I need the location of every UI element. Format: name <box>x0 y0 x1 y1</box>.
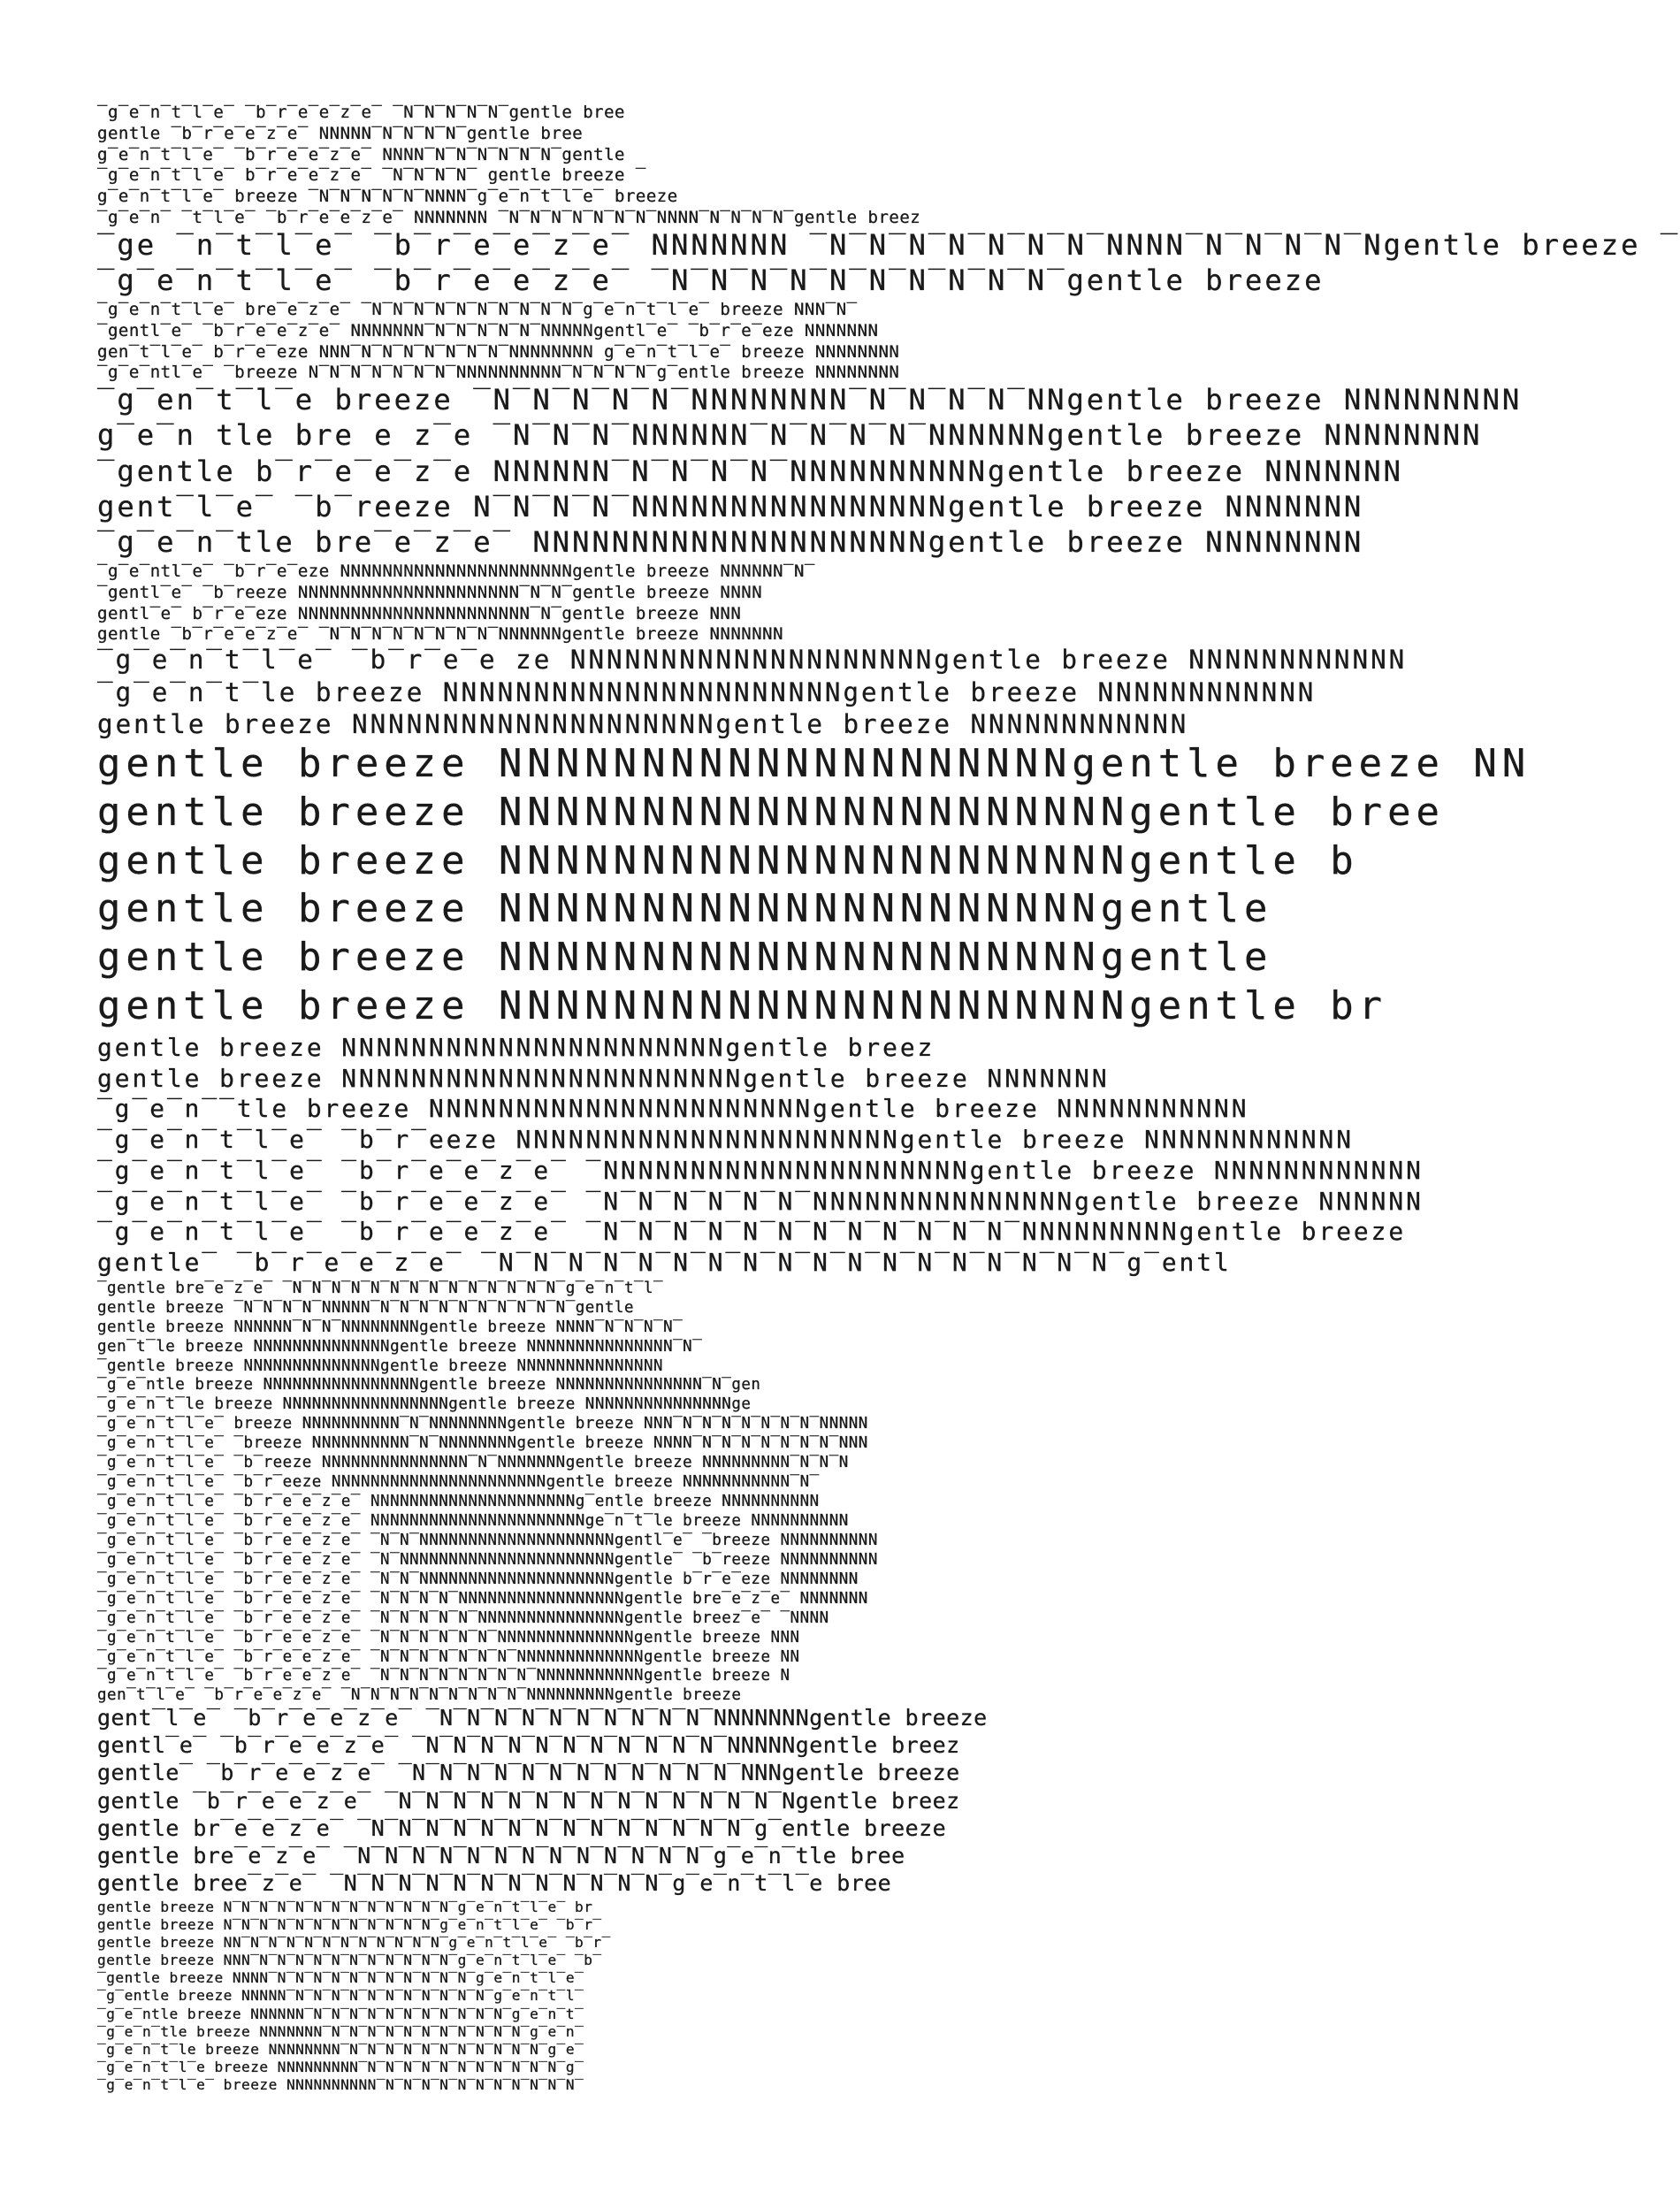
text-row: ‾g‾e‾n‾t‾l‾e‾ ‾b‾r‾e‾e‾z‾e‾ ‾N‾N‾NNNNNNNNNNNNNNNNNNNNgentl‾e‾ ‾breeze NNNNNNNNNN <box>97 1531 878 1549</box>
text-row: gentle breeze NNNNNN‾N‾N‾NNNNNNNNgentle breeze NNNN‾N‾N‾N‾N‾ <box>97 1318 683 1336</box>
text-row: ‾g‾e‾ntle breeze NNNNNN‾N‾N‾N‾N‾N‾N‾N‾N‾N‾N‾N‾g‾e‾n‾t‾ <box>97 2005 584 2022</box>
text-row: gent‾l‾e‾ ‾b‾r‾e‾e‾z‾e‾ ‾N‾N‾N‾N‾N‾N‾N‾N‾N‾N‾NNNNNNNgentle breeze <box>97 1705 988 1731</box>
text-row: ‾g‾e‾n‾tle bre‾e‾z‾e‾ NNNNNNNNNNNNNNNNNNNNgentle breeze NNNNNNNN <box>97 524 1364 559</box>
text-row: gentle breeze NNNNNNNNNNNNNNNNNNNNNNgentle br <box>97 983 1388 1028</box>
text-row: ‾g‾en‾t‾l‾e breeze ‾N‾N‾N‾N‾N‾NNNNNNNN‾N‾N‾N‾N‾NNgentle breeze NNNNNNNNN <box>97 383 1523 417</box>
text-row: ‾g‾entle breeze NNNNN‾N‾N‾N‾N‾N‾N‾N‾N‾N‾N‾N‾g‾e‾n‾t‾l‾ <box>97 1987 584 2005</box>
text-row: gentle br‾e‾e‾z‾e‾ ‾N‾N‾N‾N‾N‾N‾N‾N‾N‾N‾N‾N‾N‾N‾g‾entle breeze <box>97 1815 947 1841</box>
text-row: gentle breeze ‾N‾N‾N‾N‾NNNNN‾N‾N‾N‾N‾N‾N‾N‾N‾N‾N‾gentle <box>97 1298 634 1317</box>
text-row: gentle breeze NNN‾N‾N‾N‾N‾N‾N‾N‾N‾N‾N‾N‾g‾e‾n‾t‾l‾e‾ ‾b‾ <box>97 1952 602 1969</box>
text-row: gentle breeze N‾N‾N‾N‾N‾N‾N‾N‾N‾N‾N‾N‾N‾g‾e‾n‾t‾l‾e‾ br <box>97 1898 593 1915</box>
text-row: ‾g‾e‾n‾t‾l‾e breeze NNNNNNNNN‾N‾N‾N‾N‾N‾N‾N‾N‾N‾N‾N‾g‾ <box>97 2058 584 2075</box>
text-row: ‾g‾e‾ntl‾e‾ ‾b‾r‾e‾eze NNNNNNNNNNNNNNNNNNNNNNgentle breeze NNNNNN‾N‾ <box>97 562 815 582</box>
text-row: ‾g‾e‾n‾t‾l‾e‾ breeze NNNNNNNNNN‾N‾N‾N‾N‾N‾N‾N‾N‾N‾N‾N‾ <box>97 2075 584 2093</box>
text-row: ‾g‾e‾n‾t‾l‾e‾ ‾b‾reeze NNNNNNNNNNNNNNN‾N‾NNNNNNNgentle breeze NNNNNNNNN‾N‾N‾N <box>97 1454 849 1472</box>
text-row: ‾g‾e‾n‾t‾l‾e‾ ‾b‾r‾e‾e‾z‾e‾ ‾N‾NNNNNNNNNNNNNNNNNNNNNNgentle‾ ‾b‾reeze NNNNNNNNNN <box>97 1550 878 1569</box>
text-row: gentle ‾b‾r‾e‾e‾z‾e‾ ‾N‾N‾N‾N‾N‾N‾N‾N‾N‾N‾N‾N‾N‾N‾Ngentle breez <box>97 1787 960 1814</box>
text-row: ‾g‾e‾n‾t‾le breeze NNNNNNNN‾N‾N‾N‾N‾N‾N‾N‾N‾N‾N‾N‾g‾e‾ <box>97 2040 584 2058</box>
text-row: gentle ‾b‾r‾e‾e‾z‾e‾ NNNNN‾N‾N‾N‾N‾gentle bree <box>97 123 584 143</box>
text-row: ‾g‾e‾n‾t‾l‾e‾ ‾b‾r‾eeze NNNNNNNNNNNNNNNNNNNNNNgentle breeze NNNNNNNNNNN‾N‾ <box>97 1473 820 1492</box>
text-row: gentle breeze NNNNNNNNNNNNNNNNNNNNNNgentle b <box>97 837 1359 883</box>
text-row: ‾g‾e‾n‾ ‾t‾l‾e‾ ‾b‾r‾e‾e‾z‾e‾ NNNNNNN ‾N‾N‾N‾N‾N‾N‾N‾NNNN‾N‾N‾N‾N‾gentle breez <box>97 207 921 227</box>
text-row: ‾g‾e‾n‾tle breeze NNNNNNN‾N‾N‾N‾N‾N‾N‾N‾N‾N‾N‾N‾g‾e‾n‾ <box>97 2022 584 2040</box>
text-row: ‾g‾e‾n‾t‾l‾e‾ ‾b‾r‾e‾e‾z‾e‾ NNNNNNNNNNNNNNNNNNNNNg‾entle breeze NNNNNNNNNN <box>97 1493 820 1510</box>
text-row: ‾g‾e‾n‾t‾l‾e‾ ‾breeze NNNNNNNNNN‾N‾NNNNNNNNgentle breeze NNNN‾N‾N‾N‾N‾N‾N‾N‾NNN <box>97 1434 868 1453</box>
text-row: gentle‾ ‾b‾r‾e‾e‾z‾e‾ ‾N‾N‾N‾N‾N‾N‾N‾N‾N‾N‾N‾N‾N‾N‾N‾N‾N‾N‾g‾entl <box>97 1248 1232 1277</box>
text-row: ‾g‾e‾n‾t‾l‾e‾ ‾b‾r‾e‾e‾z‾e‾ ‾N‾N‾NNNNNNNNNNNNNNNNNNNNgentle b‾r‾e‾eze NNNNNNNN <box>97 1570 859 1588</box>
text-row: ‾g‾e‾n‾t‾l‾e‾ ‾b‾r‾e‾e‾z‾e‾ NNNNNNNNNNNNNNNNNNNNNNge‾n‾t‾le breeze NNNNNNNNNN <box>97 1511 849 1530</box>
text-row: gentle bre‾e‾z‾e‾ ‾N‾N‾N‾N‾N‾N‾N‾N‾N‾N‾N‾N‾N‾g‾e‾n‾tle bree <box>97 1842 905 1868</box>
text-row: gentle breeze NNNNNNNNNNNNNNNNNNNNNNgentle breez <box>97 1032 935 1062</box>
text-row: ‾g‾e‾n‾t‾l‾e‾ ‾b‾r‾e‾e‾z‾e‾ ‾N‾N‾N‾N‾N‾gentle bree <box>97 103 625 122</box>
text-row: ‾g‾e‾n‾t‾l‾e‾ bre‾e‾z‾e‾ ‾N‾N‾N‾N‾N‾N‾N‾N‾N‾N‾g‾e‾n‾t‾l‾e‾ breeze NNN‾N‾ <box>97 300 858 319</box>
text-row: gentle breeze NNNNNNNNNNNNNNNNNNNNNNNgentle breeze NNNNNNN <box>97 1063 1110 1093</box>
text-row: g‾e‾n‾t‾l‾e‾ breeze ‾N‾N‾N‾N‾N‾NNNN‾g‾e‾n‾t‾l‾e‾ breeze <box>97 187 678 207</box>
text-row: gentle breeze N‾N‾N‾N‾N‾N‾N‾N‾N‾N‾N‾N‾g‾e‾n‾t‾l‾e‾ ‾b‾r‾ <box>97 1915 602 1933</box>
text-row: ‾g‾e‾n‾t‾l‾e‾ ‾b‾r‾e‾e‾z‾e‾ ‾N‾N‾N‾N‾N‾NNNNNNNNNNNNNNNgentle breez‾e‾ ‾NNNN <box>97 1608 829 1627</box>
text-row: ‾ge ‾n‾t‾l‾e‾ ‾b‾r‾e‾e‾z‾e‾ NNNNNNN ‾N‾N‾N‾N‾N‾N‾N‾NNNN‾N‾N‾N‾N‾Ngentle breeze ‾ <box>97 227 1680 262</box>
text-row: ‾g‾e‾n‾t‾l‾e‾ ‾b‾r‾e‾e ze NNNNNNNNNNNNNNNNNNNNgentle breeze NNNNNNNNNNNN <box>97 645 1408 676</box>
text-row: gentle‾ ‾b‾r‾e‾e‾z‾e‾ ‾N‾N‾N‾N‾N‾N‾N‾N‾N‾N‾N‾N‾NNNgentle breeze <box>97 1760 960 1786</box>
text-row: ‾g‾e‾n‾t‾l‾e‾ breeze NNNNNNNNNN‾N‾NNNNNNNNgentle breeze NNN‾N‾N‾N‾N‾N‾N‾N‾NNNNN <box>97 1415 868 1433</box>
text-row: gentle breeze NNNNNNNNNNNNNNNNNNNNNgentle <box>97 886 1273 932</box>
text-row: ‾g‾e‾n‾t‾l‾e‾ ‾b‾r‾e‾e‾z‾e‾ ‾N‾N‾N‾N‾N‾N‾NNNNNNNNNNNNNNNgentle breeze NNNNNN <box>97 1186 1424 1216</box>
text-row: ‾g‾e‾n‾t‾l‾e‾ b‾r‾e‾e‾z‾e‾ ‾N‾N‾N‾N‾ gentle breeze ‾ <box>97 165 646 186</box>
text-row: ‾gentl‾e‾ ‾b‾reeze NNNNNNNNNNNNNNNNNNNNN‾N‾N‾gentle breeze NNNN <box>97 582 763 602</box>
text-row: ‾g‾e‾n‾t‾l‾e‾ ‾b‾r‾e‾e‾z‾e‾ ‾NNNNNNNNNNNNNNNNNNNNNgentle breeze NNNNNNNNNNNN <box>97 1155 1424 1185</box>
text-row: ‾gentle bre‾e‾z‾e‾ ‾N‾N‾N‾N‾N‾N‾N‾N‾N‾N‾N‾N‾N‾N‾g‾e‾n‾t‾l‾ <box>97 1279 664 1297</box>
text-row: ‾g‾e‾ntl‾e‾ ‾breeze N‾N‾N‾N‾N‾N‾N‾NNNNNNNNNN‾N‾N‾N‾N‾g‾entle breeze NNNNNNNN <box>97 363 900 383</box>
text-row: gentle breeze NNNNNNNNNNNNNNNNNNNNNNgentle bree <box>97 789 1445 835</box>
text-row: ‾g‾e‾n‾t‾le breeze NNNNNNNNNNNNNNNNNNNNNNgentle breeze NNNNNNNNNNNN <box>97 676 1317 707</box>
text-row: ‾gentle breeze NNNN‾N‾N‾N‾N‾N‾N‾N‾N‾N‾N‾N‾g‾e‾n‾t‾l‾e‾ <box>97 1969 584 1987</box>
text-row: ‾g‾e‾n‾t‾l‾e‾ ‾b‾r‾e‾e‾z‾e‾ ‾N‾N‾N‾N‾NNNNNNNNNNNNNNNNNgentle bre‾e‾z‾e‾ NNNNNNN <box>97 1589 868 1608</box>
text-row: ‾gentle breeze NNNNNNNNNNNNNNgentle breeze NNNNNNNNNNNNNNN <box>97 1356 664 1375</box>
text-row: g‾e‾n tle bre e z‾e ‾N‾N‾N‾NNNNNN‾N‾N‾N‾N‾NNNNNNgentle breeze NNNNNNNN <box>97 418 1483 453</box>
text-row: gentl‾e‾ b‾r‾e‾eze NNNNNNNNNNNNNNNNNNNNNN‾N‾gentle breeze NNN <box>97 603 742 623</box>
text-row: gen‾t‾le breeze NNNNNNNNNNNNNNgentle breeze NNNNNNNNNNNNNNN‾N‾ <box>97 1337 703 1356</box>
text-row: g‾e‾n‾t‾l‾e‾ ‾b‾r‾e‾e‾z‾e‾ NNNN‾N‾N‾N‾N‾N‾N‾gentle <box>97 144 625 164</box>
text-row: gentle breeze NN‾N‾N‾N‾N‾N‾N‾N‾N‾N‾N‾N‾g‾e‾n‾t‾l‾e‾ ‾b‾r‾ <box>97 1934 611 1951</box>
text-row: gentle ‾b‾r‾e‾e‾z‾e‾ ‾N‾N‾N‾N‾N‾N‾N‾N‾NNNNNNgentle breeze NNNNNNN <box>97 624 784 645</box>
text-row: gentle breeze NNNNNNNNNNNNNNNNNNNNgentle breeze NN <box>97 740 1531 786</box>
text-row: ‾g‾e‾n‾t‾l‾e‾ ‾b‾r‾e‾e‾z‾e‾ ‾N‾N‾N‾N‾N‾N‾N‾NNNNNNNNNNNNNgentle breeze NN <box>97 1647 800 1666</box>
text-row: ‾g‾e‾n‾t‾le breeze NNNNNNNNNNNNNNNNNgentle breeze NNNNNNNNNNNNNNNge <box>97 1395 752 1414</box>
text-row: ‾g‾e‾n‾‾tle breeze NNNNNNNNNNNNNNNNNNNNNNgentle breeze NNNNNNNNNNN <box>97 1094 1249 1124</box>
text-row: gent‾l‾e‾ ‾b‾reeze N‾N‾N‾N‾NNNNNNNNNNNNNNNNgentle breeze NNNNNNN <box>97 489 1364 523</box>
text-row: ‾g‾e‾ntle breeze NNNNNNNNNNNNNNNNgentle breeze NNNNNNNNNNNNNNN‾N‾gen <box>97 1376 761 1395</box>
text-row: gen‾t‾l‾e‾ b‾r‾e‾eze NNN‾N‾N‾N‾N‾N‾N‾N‾NNNNNNNN g‾e‾n‾t‾l‾e‾ breeze NNNNNNNN <box>97 341 900 362</box>
text-row: ‾g‾e‾n‾t‾l‾e‾ ‾b‾r‾e‾e‾z‾e‾ ‾N‾N‾N‾N‾N‾N‾NNNNNNNNNNNNNNgentle breeze NNN <box>97 1628 800 1647</box>
text-row: ‾g‾e‾n‾t‾l‾e‾ ‾b‾r‾e‾e‾z‾e‾ ‾N‾N‾N‾N‾N‾N‾N‾N‾N‾N‾gentle breeze <box>97 263 1325 297</box>
text-row: gentle breeze NNNNNNNNNNNNNNNNNNNNgentle breeze NNNNNNNNNNNN <box>97 709 1189 740</box>
text-row: ‾gentl‾e‾ ‾b‾r‾e‾e‾z‾e‾ NNNNNNN‾N‾N‾N‾N‾N‾NNNNNgentl‾e‾ ‾b‾r‾e‾eze NNNNNNN <box>97 320 879 340</box>
text-row: gentle breeze NNNNNNNNNNNNNNNNNNNNNgentle <box>97 935 1273 981</box>
text-row: ‾g‾e‾n‾t‾l‾e‾ ‾b‾r‾e‾e‾z‾e‾ ‾N‾N‾N‾N‾N‾N‾N‾N‾N‾N‾N‾N‾NNNNNNNNNgentle breeze <box>97 1217 1407 1247</box>
text-row: ‾g‾e‾n‾t‾l‾e‾ ‾b‾r‾e‾e‾z‾e‾ ‾N‾N‾N‾N‾N‾N‾N‾N‾NNNNNNNNNNNgentle breeze N <box>97 1667 790 1685</box>
text-row: gentl‾e‾ ‾b‾r‾e‾e‾z‾e‾ ‾N‾N‾N‾N‾N‾N‾N‾N‾N‾N‾N‾NNNNNgentle breez <box>97 1732 960 1759</box>
text-row: ‾gentle b‾r‾e‾e‾z‾e NNNNNN‾N‾N‾N‾N‾NNNNNNNNNNgentle breeze NNNNNNN <box>97 454 1403 488</box>
text-row: ‾g‾e‾n‾t‾l‾e‾ ‾b‾r‾eeze NNNNNNNNNNNNNNNNNNNNNNgentle breeze NNNNNNNNNNNN <box>97 1125 1354 1155</box>
text-row: gentle bree‾z‾e‾ ‾N‾N‾N‾N‾N‾N‾N‾N‾N‾N‾N‾N‾g‾e‾n‾t‾l‾e bree <box>97 1869 892 1896</box>
text-row: gen‾t‾l‾e‾ ‾b‾r‾e‾e‾z‾e‾ ‾N‾N‾N‾N‾N‾N‾N‾N‾N‾NNNNNNNNNgentle breeze <box>97 1686 742 1705</box>
